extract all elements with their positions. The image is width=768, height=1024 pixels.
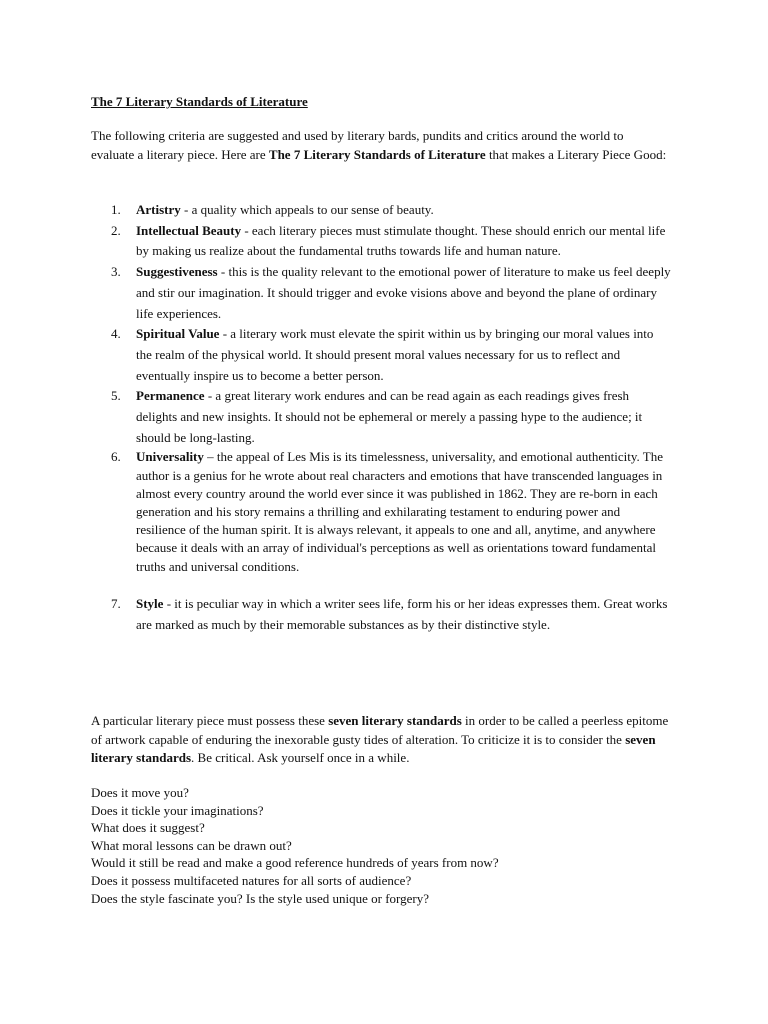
- document-title: The 7 Literary Standards of Literature: [91, 94, 308, 109]
- standard-description: - each literary pieces must stimulate thought. These should enrich our mental life by making us realize about the fundamental truths towards life and human nature.: [136, 222, 666, 259]
- standard-number: 5.: [111, 388, 121, 404]
- intro-bold-title: The 7 Literary Standards of Literature: [268, 146, 486, 162]
- intro-paragraph: [91, 127, 669, 164]
- question-item: Does the style fascinate you? Is the style used unique or forgery?: [91, 890, 430, 906]
- closing-text-3: . Be critical. Ask yourself once in a while.: [191, 750, 410, 765]
- standard-description: – the appeal of Les Mis is its timelessness, universality, and emotional authenticity. The author is a genius for he wrote about real characters and emotions that have transcended languages in almost every country around the world ever since it was published in 1862. They are re-born in each generation and his story remains a thrilling and exhilarating testament to enduring power and resilience of the human spirit. It is always relevant, it appeals to one and all, anytime, and anywhere because it deals with an array of individual's perceptions as well as orientations toward fundamental truths and universal conditions.: [136, 449, 664, 574]
- question-item: What moral lessons can be drawn out?: [91, 837, 292, 853]
- standard-description: - a literary work must elevate the spirit within us by bringing our moral values into the realm of the physical world. It should present moral values necessary for us to reflect and eventually inspire us to become a better person.: [136, 326, 654, 383]
- questions-list: [91, 784, 499, 907]
- standard-term: Style: [136, 595, 164, 611]
- standard-number: 6.: [111, 449, 121, 465]
- standard-term: Artistry: [136, 202, 181, 217]
- question-item: Does it tickle your imaginations?: [91, 802, 264, 818]
- standard-item-style: [91, 594, 671, 635]
- standard-number: 3.: [111, 264, 121, 280]
- closing-text-1: A particular literary piece must possess these: [91, 713, 329, 728]
- closing-bold-2: seven literary standards: [91, 731, 656, 765]
- closing-text-2: in order to be called a peerless epitome of artwork capable of enduring the inexorable gusty tides of alteration. To criticize it is to consider the: [91, 713, 669, 747]
- intro-text-end: that makes a Literary Piece Good:: [485, 146, 667, 162]
- question-item: Does it possess multifaceted natures for all sorts of audience?: [91, 872, 412, 888]
- standard-description: - a great literary work endures and can be read again as each readings gives fresh delights and new insights. It should not be ephemeral or merely a passing hype to the audience; it should be long-lasting.: [136, 388, 643, 445]
- standard-term: Spiritual Value: [136, 326, 220, 342]
- closing-paragraph: [91, 712, 671, 768]
- standard-item-universality: [91, 448, 671, 575]
- question-item: Would it still be read and make a good reference hundreds of years from now?: [91, 855, 499, 871]
- standard-item-artistry: [91, 200, 671, 221]
- closing-bold-1: seven literary standards: [328, 713, 462, 728]
- standard-term: Suggestiveness: [136, 264, 218, 280]
- standard-number: 2.: [111, 222, 121, 238]
- question-item: What does it suggest?: [91, 820, 205, 836]
- standard-term: Intellectual Beauty: [136, 222, 242, 238]
- standard-description: - it is peculiar way in which a writer sees life, form his or her ideas expresses them. Great works are marked as much by their memorable substances as by their distinctive style.: [136, 595, 668, 632]
- standard-number: 4.: [111, 326, 121, 342]
- standard-description: - this is the quality relevant to the emotional power of literature to make us feel deeply and stir our imagination. It should trigger and evoke visions above and beyond the plane of ordinary life experiences.: [136, 264, 671, 321]
- standard-number: 1.: [111, 202, 121, 217]
- standard-description: - a quality which appeals to our sense of beauty.: [180, 202, 434, 217]
- standard-term: Permanence: [136, 388, 205, 404]
- standard-term: Universality: [136, 449, 204, 465]
- standard-item-spiritual-value: [91, 324, 671, 386]
- standard-item-suggestiveness: [91, 262, 671, 324]
- standard-item-permanence: [91, 386, 671, 448]
- intro-text-start: The following criteria are suggested and used by literary bards, pundits and critics around the world to evaluate a literary piece. Here are: [91, 128, 624, 162]
- question-item: Does it move you?: [91, 785, 189, 800]
- standards-list: [91, 200, 671, 635]
- standard-item-intellectual-beauty: [91, 221, 671, 262]
- standard-number: 7.: [111, 595, 121, 611]
